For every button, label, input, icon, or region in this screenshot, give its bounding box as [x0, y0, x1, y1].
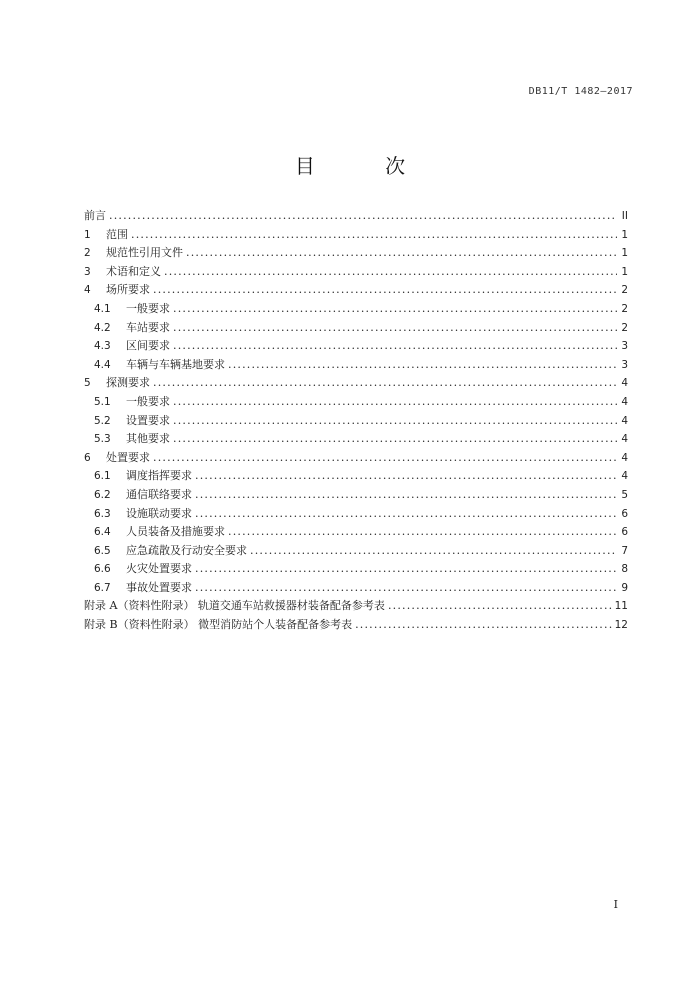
toc-entry-number: 1 [84, 228, 91, 241]
toc-entry-page: 4 [621, 377, 628, 390]
toc-entry[interactable] [84, 412, 628, 431]
toc-entry-page: 3 [621, 358, 628, 371]
toc-dot-leader [173, 393, 617, 412]
toc-entry-number: 4 [84, 284, 91, 297]
toc-entry-number: 6.7 [94, 581, 111, 594]
toc-entry-label: 设置要求 [126, 413, 170, 427]
toc-entry-number: 4.4 [94, 358, 111, 371]
toc-entry-number: 6.3 [94, 507, 111, 520]
toc-entry-label: 其他要求 [126, 432, 170, 446]
toc-entry-label: 通信联络要求 [126, 487, 192, 501]
toc-entry[interactable] [84, 467, 628, 486]
toc-entry[interactable] [84, 356, 628, 375]
toc-entry[interactable] [84, 430, 628, 449]
toc-entry-number: 5.2 [94, 414, 111, 427]
toc-entry-page: 6 [621, 526, 628, 539]
toc-dot-leader [153, 374, 617, 393]
toc-entry-label: 人员装备及措施要求 [126, 525, 225, 539]
toc-entry-page: 4 [621, 414, 628, 427]
toc-entry-label: 调度指挥要求 [126, 469, 192, 483]
toc-entry[interactable] [84, 281, 628, 300]
toc-entry-label: 探测要求 [106, 376, 150, 390]
toc-entry[interactable] [84, 523, 628, 542]
toc-dot-leader [109, 207, 617, 226]
page-number: I [613, 898, 618, 911]
toc-entry-label: 场所要求 [106, 283, 150, 297]
toc-entry-page: 4 [621, 451, 628, 464]
toc-entry-page: 1 [621, 265, 628, 278]
toc-entry-label: 规范性引用文件 [106, 246, 183, 260]
toc-entry[interactable] [84, 319, 628, 338]
toc-entry-number: 6.6 [94, 563, 111, 576]
toc-entry[interactable] [84, 226, 628, 245]
table-of-contents [84, 207, 628, 635]
toc-entry-number: 5.1 [94, 395, 111, 408]
toc-entry-number: 4.1 [94, 302, 111, 315]
toc-entry-page: 3 [621, 340, 628, 353]
toc-entry-page: 5 [621, 488, 628, 501]
toc-entry-page: 7 [621, 544, 628, 557]
toc-entry[interactable] [84, 542, 628, 561]
toc-entry-number: 4.3 [94, 340, 111, 353]
toc-entry-label: 区间要求 [126, 339, 170, 353]
toc-dot-leader [195, 505, 617, 524]
toc-entry-number: 5.3 [94, 433, 111, 446]
toc-entry-page: 2 [621, 302, 628, 315]
toc-entry-page: 4 [621, 470, 628, 483]
toc-dot-leader [195, 579, 617, 598]
toc-entry-number: 6.4 [94, 526, 111, 539]
toc-entry-page: 12 [614, 619, 628, 632]
toc-dot-leader [173, 337, 617, 356]
toc-dot-leader [173, 412, 617, 431]
toc-dot-leader [355, 616, 612, 635]
toc-entry-page: 1 [621, 247, 628, 260]
toc-entry-number: 6 [84, 451, 91, 464]
toc-entry[interactable] [84, 300, 628, 319]
toc-entry-number: 2 [84, 247, 91, 260]
toc-entry[interactable] [84, 486, 628, 505]
toc-entry-label: 前言 [84, 209, 106, 222]
toc-entry-label: 一般要求 [126, 301, 170, 315]
toc-dot-leader [195, 467, 617, 486]
toc-entry-page: 11 [614, 600, 628, 613]
toc-entry[interactable] [84, 579, 628, 598]
toc-entry-number: 4.2 [94, 321, 111, 334]
toc-entry-page: 2 [621, 321, 628, 334]
toc-entry-page: II [621, 210, 628, 222]
toc-dot-leader [173, 300, 617, 319]
toc-entry-number: 6.5 [94, 544, 111, 557]
toc-entry-number: 6.1 [94, 470, 111, 483]
toc-entry-label: 一般要求 [126, 394, 170, 408]
toc-entry-page: 4 [621, 433, 628, 446]
toc-entry[interactable] [84, 337, 628, 356]
toc-dot-leader [195, 486, 617, 505]
toc-entry[interactable] [84, 505, 628, 524]
toc-dot-leader [186, 244, 617, 263]
toc-dot-leader [173, 319, 617, 338]
toc-entry-label: 附录 B（资料性附录） 微型消防站个人装备配备参考表 [84, 618, 353, 632]
toc-entry-label: 事故处置要求 [126, 580, 192, 594]
toc-entry-label: 设施联动要求 [126, 506, 192, 520]
toc-dot-leader [153, 281, 617, 300]
toc-entry-page: 8 [621, 563, 628, 576]
toc-entry-page: 1 [621, 228, 628, 241]
toc-entry-label: 范围 [106, 227, 128, 241]
toc-dot-leader [250, 542, 617, 561]
toc-dot-leader [195, 560, 617, 579]
page-title: 目 次 [294, 154, 438, 178]
toc-entry-label: 车站要求 [126, 320, 170, 334]
toc-entry[interactable] [84, 393, 628, 412]
toc-entry[interactable] [84, 207, 628, 226]
toc-entry[interactable] [84, 616, 628, 635]
toc-entry-number: 3 [84, 265, 91, 278]
toc-dot-leader [388, 597, 612, 616]
toc-entry-page: 9 [621, 581, 628, 594]
toc-entry[interactable] [84, 597, 628, 616]
toc-entry[interactable] [84, 449, 628, 468]
toc-entry-label: 火灾处置要求 [126, 562, 192, 576]
toc-dot-leader [131, 226, 617, 245]
toc-entry-page: 4 [621, 395, 628, 408]
toc-entry-label: 应急疏散及行动安全要求 [126, 543, 247, 557]
toc-dot-leader [164, 263, 617, 282]
toc-entry[interactable] [84, 560, 628, 579]
toc-entry-label: 处置要求 [106, 450, 150, 464]
toc-entry[interactable] [84, 244, 628, 263]
document-code: DB11/T 1482—2017 [528, 86, 633, 97]
toc-dot-leader [173, 430, 617, 449]
toc-dot-leader [228, 523, 617, 542]
toc-entry-page: 6 [621, 507, 628, 520]
toc-entry[interactable] [84, 263, 628, 282]
toc-entry[interactable] [84, 374, 628, 393]
toc-entry-label: 术语和定义 [106, 264, 161, 278]
toc-entry-number: 6.2 [94, 488, 111, 501]
toc-entry-page: 2 [621, 284, 628, 297]
toc-entry-label: 车辆与车辆基地要求 [126, 357, 225, 371]
toc-dot-leader [153, 449, 617, 468]
toc-entry-label: 附录 A（资料性附录） 轨道交通车站救援器材装备配备参考表 [84, 599, 385, 613]
toc-entry-number: 5 [84, 377, 91, 390]
toc-dot-leader [228, 356, 617, 375]
